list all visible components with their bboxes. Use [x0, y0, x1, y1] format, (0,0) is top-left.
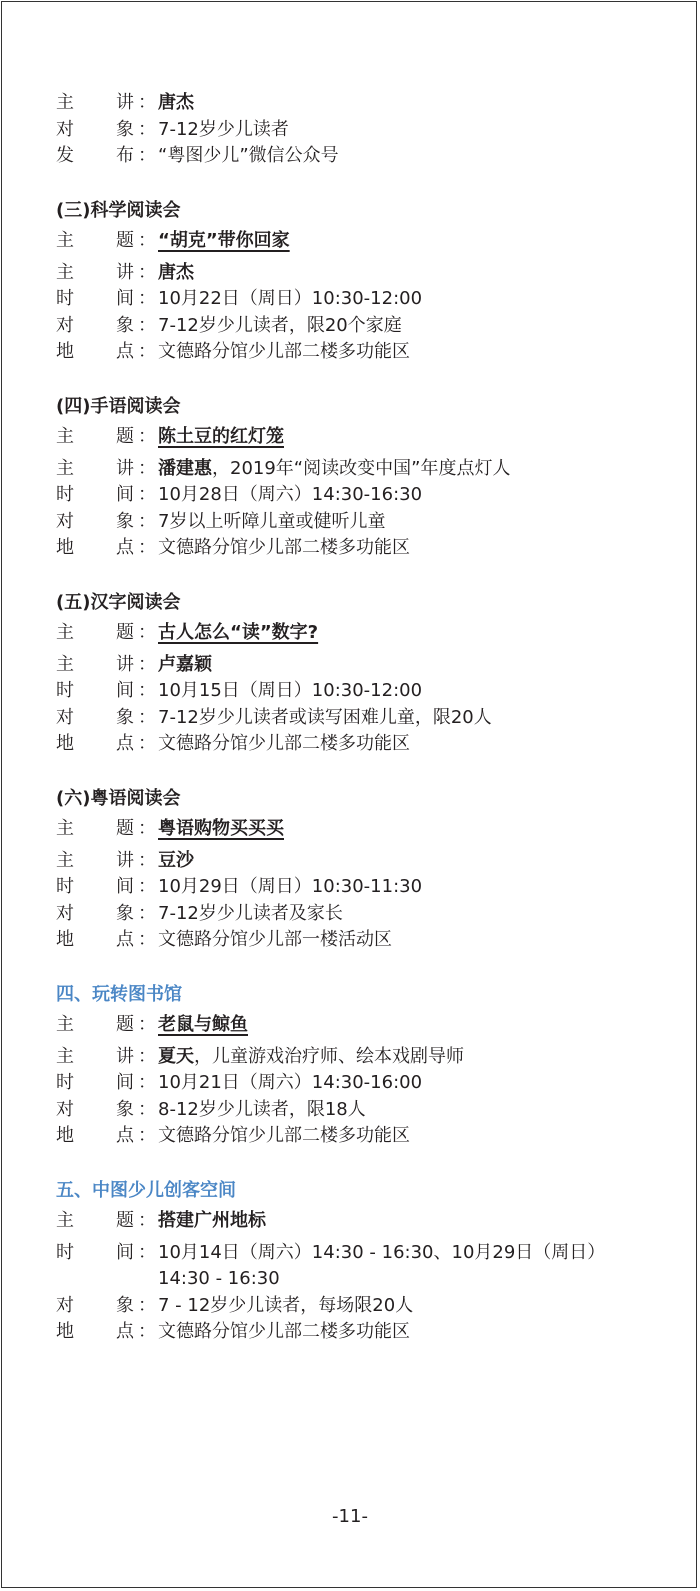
field-label-char-2: 题 — [116, 229, 134, 251]
field-colon: ： — [138, 1125, 156, 1146]
field-label-char-2: 题 — [116, 1013, 134, 1035]
field-label-char-1: 对 — [56, 902, 74, 924]
info-row — [56, 1319, 656, 1346]
field-value: 10月14日（周六）14:30 - 16:30、10月29日（周日） — [158, 1241, 606, 1263]
field-colon: ： — [138, 1072, 156, 1093]
info-row — [56, 1293, 656, 1320]
field-colon: ： — [138, 1294, 156, 1316]
field-label-char-1: 对 — [56, 510, 74, 532]
field-value-wrap — [158, 901, 343, 928]
field-label-char-1: 时 — [56, 484, 74, 505]
field-colon: ： — [138, 145, 156, 166]
field-label-char-2: 象 — [116, 1098, 134, 1120]
field-value: 唐杰 — [158, 261, 194, 283]
field-colon: ： — [138, 817, 156, 839]
field-value: 搭建广州地标 — [158, 1209, 266, 1231]
intro-block — [56, 90, 656, 170]
field-value-wrap — [158, 339, 410, 366]
info-row — [56, 1070, 656, 1097]
field-label-char-2: 象 — [116, 510, 134, 532]
field-label-char-1: 对 — [56, 314, 74, 336]
field-value-wrap — [158, 456, 510, 483]
field-colon: ： — [138, 680, 156, 701]
field-value: 夏天 — [158, 1045, 194, 1067]
field-label-char-1: 主 — [56, 653, 74, 675]
field-colon: ： — [138, 118, 156, 140]
field-value: 唐杰 — [158, 92, 194, 113]
field-value-wrap — [158, 286, 422, 313]
subsection-block — [56, 392, 656, 562]
field-label-char-2: 点 — [116, 1321, 134, 1342]
field-value: 文德路分馆少儿部二楼多功能区 — [158, 1125, 410, 1146]
field-value: 7-12岁少儿读者，限20个家庭 — [158, 314, 402, 336]
field-value: 10月28日（周六）14:30-16:30 — [158, 484, 423, 505]
subsection-heading: (五)汉字阅读会 — [56, 591, 181, 613]
info-row — [56, 535, 656, 562]
field-colon: ： — [138, 341, 156, 362]
info-row — [56, 482, 656, 509]
field-label-char-2: 间 — [116, 876, 134, 897]
field-value: 7-12岁少儿读者及家长 — [158, 902, 343, 924]
field-colon: ： — [138, 1321, 156, 1342]
field-label-char-1: 对 — [56, 706, 74, 728]
field-colon: ： — [138, 288, 156, 309]
field-value-wrap — [158, 117, 289, 144]
info-row — [56, 117, 656, 144]
field-label-char-1: 主 — [56, 849, 74, 871]
field-value: 文德路分馆少儿部二楼多功能区 — [158, 1321, 410, 1342]
info-row — [56, 705, 656, 732]
info-row — [56, 1123, 656, 1150]
field-label-char-2: 题 — [116, 817, 134, 839]
field-value: 8-12岁少儿读者，限18人 — [158, 1098, 366, 1120]
field-label-char-1: 发 — [56, 145, 74, 166]
field-colon: ： — [138, 229, 156, 251]
field-label-char-1: 时 — [56, 288, 74, 309]
field-colon: ： — [138, 733, 156, 754]
field-colon: ： — [138, 1045, 156, 1067]
field-label-char-1: 主 — [56, 1045, 74, 1067]
info-row — [56, 1044, 656, 1071]
info-row — [56, 731, 656, 758]
field-colon: ： — [138, 457, 156, 479]
field-value-wrap — [158, 226, 290, 256]
info-row — [56, 652, 656, 679]
field-value-wrap — [158, 422, 284, 452]
field-value-wrap — [158, 90, 194, 117]
field-value-wrap — [158, 678, 422, 705]
field-value: 古人怎么“读”数字? — [158, 621, 319, 643]
field-value-wrap — [158, 1123, 410, 1150]
field-label-char-1: 对 — [56, 118, 74, 140]
field-colon: ： — [138, 537, 156, 558]
field-label-char-2: 象 — [116, 314, 134, 336]
info-row — [56, 678, 656, 705]
field-label-char-2: 讲 — [116, 849, 134, 871]
info-row — [56, 339, 656, 366]
subsection-heading: (四)手语阅读会 — [56, 395, 181, 417]
field-value: 陈土豆的红灯笼 — [158, 425, 284, 447]
info-row — [56, 1010, 656, 1044]
field-label-char-2: 讲 — [116, 1045, 134, 1067]
field-label-char-2: 题 — [116, 1209, 134, 1231]
field-label-char-1: 时 — [56, 680, 74, 701]
field-label-char-1: 主 — [56, 817, 74, 839]
field-value-wrap — [158, 1293, 413, 1320]
field-colon: ： — [138, 1013, 156, 1035]
field-label-char-1: 时 — [56, 1241, 74, 1263]
field-value-wrap — [158, 1240, 605, 1267]
field-value-wrap — [158, 535, 410, 562]
field-label-char-1: 主 — [56, 425, 74, 447]
field-label-char-1: 时 — [56, 876, 74, 897]
section-block — [56, 980, 656, 1150]
field-value-wrap — [158, 652, 212, 679]
field-label-char-2: 题 — [116, 425, 134, 447]
field-value: 卢嘉颖 — [158, 653, 212, 675]
field-value-extra: ，儿童游戏治疗师、绘本戏剧导师 — [194, 1045, 464, 1067]
section-block — [56, 1176, 656, 1346]
field-label-char-2: 点 — [116, 341, 134, 362]
field-label-char-1: 主 — [56, 1209, 74, 1231]
info-row — [56, 509, 656, 536]
field-colon: ： — [138, 1241, 156, 1263]
field-colon: ： — [138, 849, 156, 871]
info-row — [56, 814, 656, 848]
field-label-char-2: 点 — [116, 537, 134, 558]
field-value-wrap — [158, 1206, 266, 1236]
field-value-wrap — [158, 509, 385, 536]
section-heading: 五、中图少儿创客空间 — [56, 1179, 236, 1201]
field-label-char-1: 时 — [56, 1072, 74, 1093]
field-value-wrap — [158, 848, 194, 875]
info-row — [56, 260, 656, 287]
info-row — [56, 313, 656, 340]
info-row — [56, 618, 656, 652]
field-label-char-1: 地 — [56, 1125, 74, 1146]
field-label-char-1: 主 — [56, 1013, 74, 1035]
field-label-char-1: 地 — [56, 341, 74, 362]
field-value-wrap — [158, 927, 392, 954]
field-value: “胡克”带你回家 — [158, 229, 290, 251]
field-colon: ： — [138, 425, 156, 447]
field-label-char-2: 讲 — [116, 92, 134, 113]
field-label-char-1: 对 — [56, 1294, 74, 1316]
info-row — [56, 143, 656, 170]
subsection-block — [56, 196, 656, 366]
field-colon: ： — [138, 653, 156, 675]
field-colon: ： — [138, 902, 156, 924]
info-row — [56, 456, 656, 483]
info-row — [56, 901, 656, 928]
field-label-char-2: 点 — [116, 929, 134, 950]
field-value: 文德路分馆少儿部二楼多功能区 — [158, 733, 410, 754]
field-label-char-1: 主 — [56, 229, 74, 251]
field-value-wrap — [158, 313, 402, 340]
field-label-char-2: 点 — [116, 733, 134, 754]
field-label-char-2: 间 — [116, 680, 134, 701]
field-colon: ： — [138, 510, 156, 532]
field-value: 老鼠与鲸鱼 — [158, 1013, 248, 1035]
info-row — [56, 874, 656, 901]
info-row — [56, 422, 656, 456]
field-label-char-1: 主 — [56, 621, 74, 643]
info-row — [56, 848, 656, 875]
field-value: 10月22日（周日）10:30-12:00 — [158, 288, 423, 309]
field-value: 7-12岁少儿读者或读写困难儿童，限20人 — [158, 706, 492, 728]
subsection-block — [56, 784, 656, 954]
field-label-char-2: 象 — [116, 706, 134, 728]
field-value-wrap — [158, 874, 422, 901]
field-label-char-1: 主 — [56, 457, 74, 479]
field-value: “粤图少儿”微信公众号 — [158, 145, 339, 166]
field-value: 潘建惠 — [158, 457, 212, 479]
field-label-char-1: 主 — [56, 92, 74, 113]
field-value: 文德路分馆少儿部一楼活动区 — [158, 929, 392, 950]
info-row — [56, 927, 656, 954]
field-label-char-2: 讲 — [116, 457, 134, 479]
field-label-char-1: 地 — [56, 1321, 74, 1342]
field-label-char-1: 主 — [56, 261, 74, 283]
field-value-wrap — [158, 1319, 410, 1346]
field-value-wrap — [158, 814, 284, 844]
field-value-wrap — [158, 482, 422, 509]
field-label-char-1: 对 — [56, 1098, 74, 1120]
subsection-block — [56, 588, 656, 758]
field-value-wrap — [158, 1070, 422, 1097]
page-number: -11- — [332, 1506, 368, 1527]
field-value-wrap — [158, 143, 339, 170]
field-value: 10月15日（周日）10:30-12:00 — [158, 680, 423, 701]
info-row — [56, 1097, 656, 1124]
info-row — [56, 286, 656, 313]
field-colon: ： — [138, 484, 156, 505]
field-value: 文德路分馆少儿部二楼多功能区 — [158, 537, 410, 558]
field-value: 7-12岁少儿读者 — [158, 118, 289, 140]
section-heading: 四、玩转图书馆 — [56, 983, 182, 1005]
info-row — [56, 226, 656, 260]
field-label-char-2: 象 — [116, 902, 134, 924]
field-value: 10月29日（周日）10:30-11:30 — [158, 876, 423, 897]
field-value-wrap — [158, 1010, 248, 1040]
field-label-char-2: 间 — [116, 1072, 134, 1093]
field-value: 7 - 12岁少儿读者，每场限20人 — [158, 1294, 414, 1316]
field-colon: ： — [138, 261, 156, 283]
field-value-wrap — [158, 618, 318, 648]
field-label-char-2: 间 — [116, 484, 134, 505]
field-value-wrap — [158, 705, 492, 732]
subsection-heading: (三)科学阅读会 — [56, 199, 181, 221]
field-label-char-2: 讲 — [116, 261, 134, 283]
field-value: 粤语购物买买买 — [158, 817, 284, 839]
field-colon: ： — [138, 92, 156, 113]
field-value-continuation: 14:30 - 16:30 — [158, 1268, 280, 1289]
field-label-char-2: 布 — [116, 145, 134, 166]
field-colon: ： — [138, 1098, 156, 1120]
field-label-char-1: 地 — [56, 537, 74, 558]
field-value: 7岁以上听障儿童或健听儿童 — [158, 510, 386, 532]
field-value: 文德路分馆少儿部二楼多功能区 — [158, 341, 410, 362]
field-value-extra: ，2019年“阅读改变中国”年度点灯人 — [212, 457, 511, 479]
info-row — [56, 1206, 656, 1240]
field-label-char-1: 地 — [56, 733, 74, 754]
field-value: 10月21日（周六）14:30-16:00 — [158, 1072, 423, 1093]
field-colon: ： — [138, 929, 156, 950]
field-value: 豆沙 — [158, 849, 194, 871]
field-colon: ： — [138, 876, 156, 897]
field-colon: ： — [138, 621, 156, 643]
field-label-char-2: 讲 — [116, 653, 134, 675]
field-label-char-2: 象 — [116, 118, 134, 140]
document-body — [56, 90, 656, 1346]
field-label-char-2: 象 — [116, 1294, 134, 1316]
info-row — [56, 90, 656, 117]
field-colon: ： — [138, 1209, 156, 1231]
field-label-char-2: 间 — [116, 1241, 134, 1263]
field-value-wrap — [158, 1097, 366, 1124]
field-colon: ： — [138, 314, 156, 336]
field-label-char-2: 间 — [116, 288, 134, 309]
field-value-wrap — [158, 731, 410, 758]
field-label-char-1: 地 — [56, 929, 74, 950]
field-label-char-2: 题 — [116, 621, 134, 643]
field-colon: ： — [138, 706, 156, 728]
subsection-heading: (六)粤语阅读会 — [56, 787, 181, 809]
field-label-char-2: 点 — [116, 1125, 134, 1146]
field-value-wrap — [158, 260, 194, 287]
info-row — [56, 1240, 656, 1267]
field-value-wrap — [158, 1044, 464, 1071]
